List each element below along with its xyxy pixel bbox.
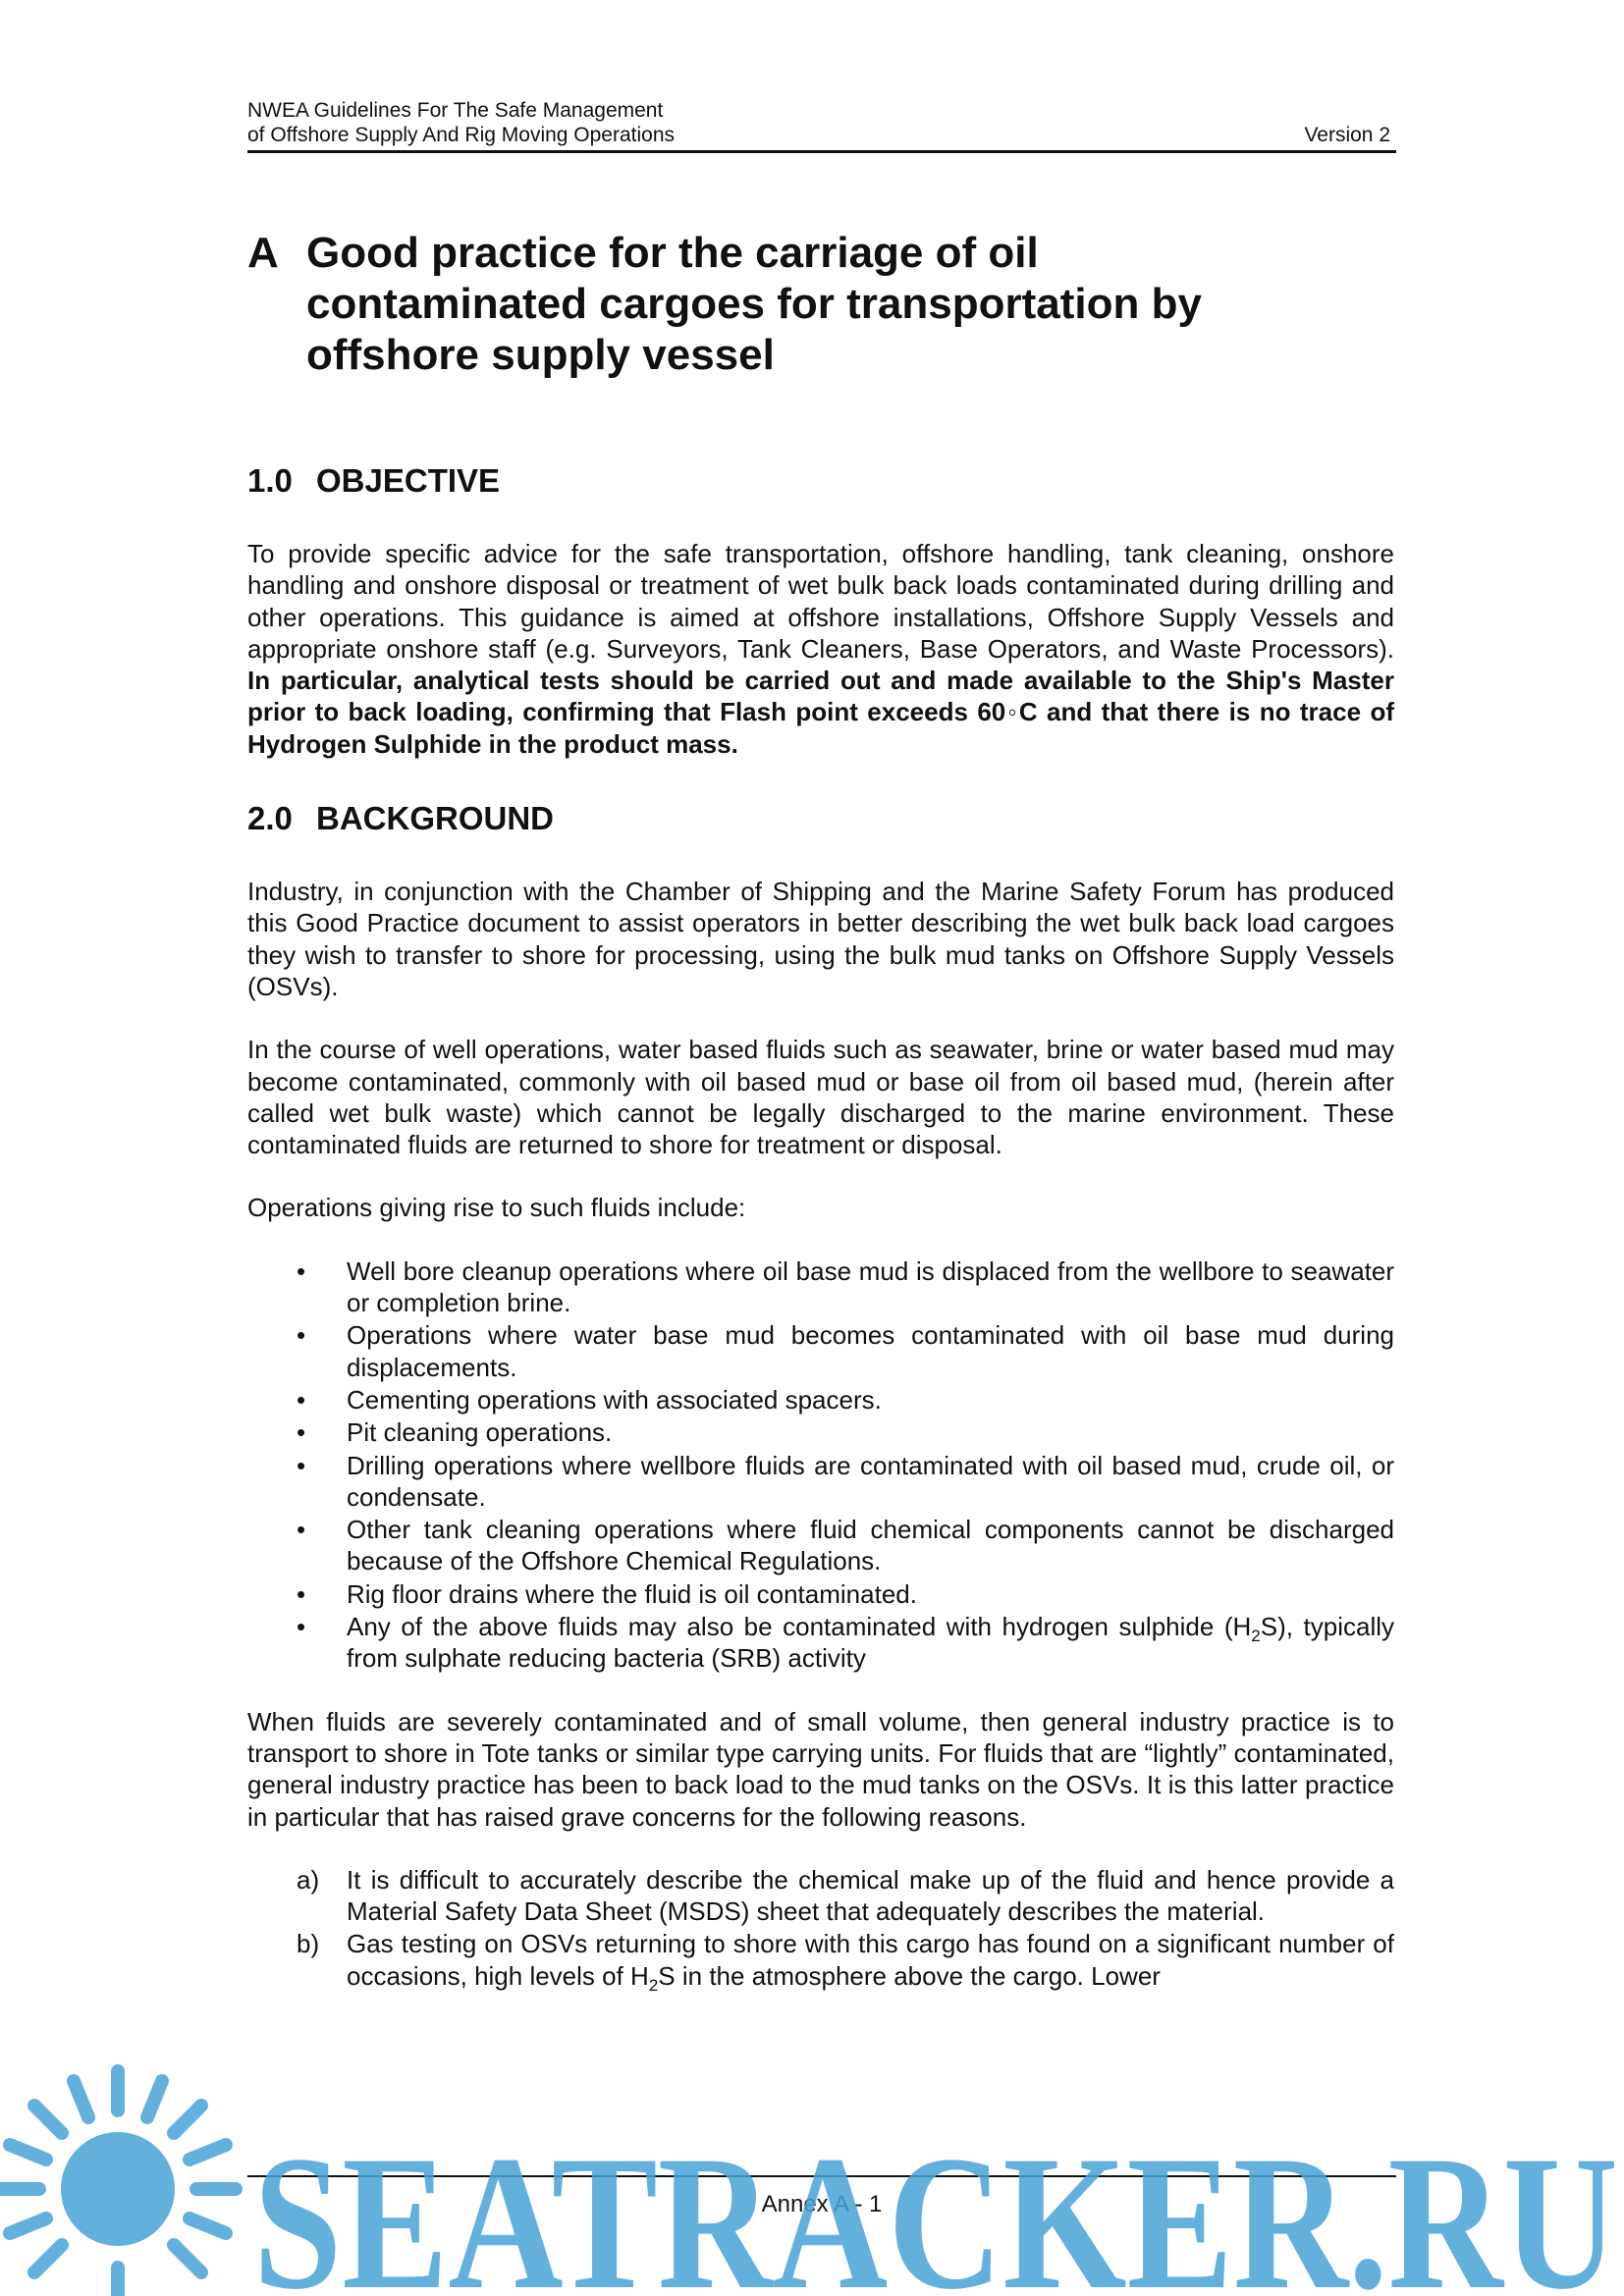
list-item: a) It is difficult to accurately describe the chemical make up of the fluid and hence provide a Material Safety Data Sheet (MSDS) sheet that adequately describes the material. [297,1864,1394,1927]
bullet-icon: • [297,1515,306,1545]
objective-paragraph [247,538,1394,760]
section-heading-objective [247,461,1394,501]
list-item: • Pit cleaning operations. [297,1417,613,1448]
sun-logo-icon [0,2071,236,2296]
bullet-icon: • [297,1255,306,1286]
page-footer: Annex A - 1 [761,2191,883,2217]
background-paragraph-3: Operations giving rise to such fluids include: [247,1193,746,1223]
objective-emphasis: In particular, analytical tests should be carried out and made available to the Ship's Master prior to back loading, confirming that Flash point exceeds 60◦C and that there is no trace of Hydrogen Sulphide in the product mass. [247,666,1394,759]
reasons-list [247,1864,1394,1995]
list-item: • Operations where water base mud becomes contaminated with oil base mud during displacements. [297,1320,1394,1382]
background-paragraph-2: In the course of well operations, water based fluids such as seawater, brine or water based mud may become contaminated, commonly with oil based mud or base oil from oil based mud, (herein after called wet bulk waste) which cannot be legally discharged to the marine environment. These contaminated fluids are returned to shore for treatment or disposal. [247,1035,1394,1160]
section-number: 2.0 [247,800,293,837]
background-paragraph-4: When fluids are severely contaminated and of small volume, then general industry practice is to transport to shore in Tote tanks or similar type carrying units. For fluids that are “lightly” contaminated, general industry practice has been to back load to the mud tanks on the OSVs. It is this latter practice in particular that has raised grave concerns for the following reasons. [247,1706,1394,1832]
watermark-text: SEATRACKER.RU [253,2116,1618,2296]
footer-divider [247,2175,1396,2177]
section-title: BACKGROUND [316,800,554,837]
watermark [0,2042,1624,2296]
list-marker: a) [297,1864,320,1895]
list-item: • Other tank cleaning operations where fluid chemical components cannot be discharged because of the Offshore Chemical Regulations. [297,1515,1394,1576]
section-number: 1.0 [247,462,293,499]
list-item: • Cementing operations with associated spacers. [297,1384,882,1415]
operations-list [247,1255,1394,1675]
list-item: • Rig floor drains where the fluid is oil contaminated. [297,1578,917,1609]
list-item: • Well bore cleanup operations where oil base mud is displaced from the wellbore to seawater or completion brine. [297,1255,1394,1318]
header-version: Version 2 [1304,124,1390,146]
list-item: b) Gas testing on OSVs returning to shore with this cargo has found on a significant number of occasions, high levels of $H_2S$ in the atmosphere above the cargo. Lower [297,1929,1394,1995]
annex-title-text: Good practice for the carriage of oil contaminated cargoes for transportation by offshore supply vessel [306,229,1202,379]
annex-title [247,228,1377,381]
bullet-icon: • [297,1417,306,1448]
header-line-1: NWEA Guidelines For The Safe Management [247,99,664,122]
list-marker: b) [297,1929,320,1959]
objective-text: To provide specific advice for the safe transportation, offshore handling, tank cleaning, onshore handling and onshore disposal or treatment of wet bulk back loads contaminated during drilling and other operations. This guidance is aimed at offshore installations, Offshore Supply Vessels and appropriate onshore staff (e.g. Surveyors, Tank Cleaners, Base Operators, and Waste Processors). [247,539,1394,664]
bullet-icon: • [297,1612,306,1642]
list-item: • Drilling operations where wellbore fluids are contaminated with oil based mud, crude oil, or condensate. [297,1450,1394,1512]
page-header [247,98,1396,153]
bullet-icon: • [297,1320,306,1351]
bullet-icon: • [297,1450,306,1480]
bullet-icon: • [297,1578,306,1609]
section-heading-background [247,799,1394,838]
section-title: OBJECTIVE [316,462,501,499]
annex-letter: A [247,229,279,277]
bullet-icon: • [297,1384,306,1415]
document-body [247,461,1394,1993]
list-item: • Any of the above fluids may also be contaminated with hydrogen sulphide $(H_2S)$, typically from sulphate reducing bacteria (SRB) activity [297,1612,1394,1674]
header-line-2: of Offshore Supply And Rig Moving Operations [247,124,676,146]
background-paragraph-1: Industry, in conjunction with the Chamber of Shipping and the Marine Safety Forum has produced this Good Practice document to assist operators in better describing the wet bulk back load cargoes they wish to transfer to shore for processing, using the bulk mud tanks on Offshore Supply Vessels (OSVs). [247,877,1394,1001]
